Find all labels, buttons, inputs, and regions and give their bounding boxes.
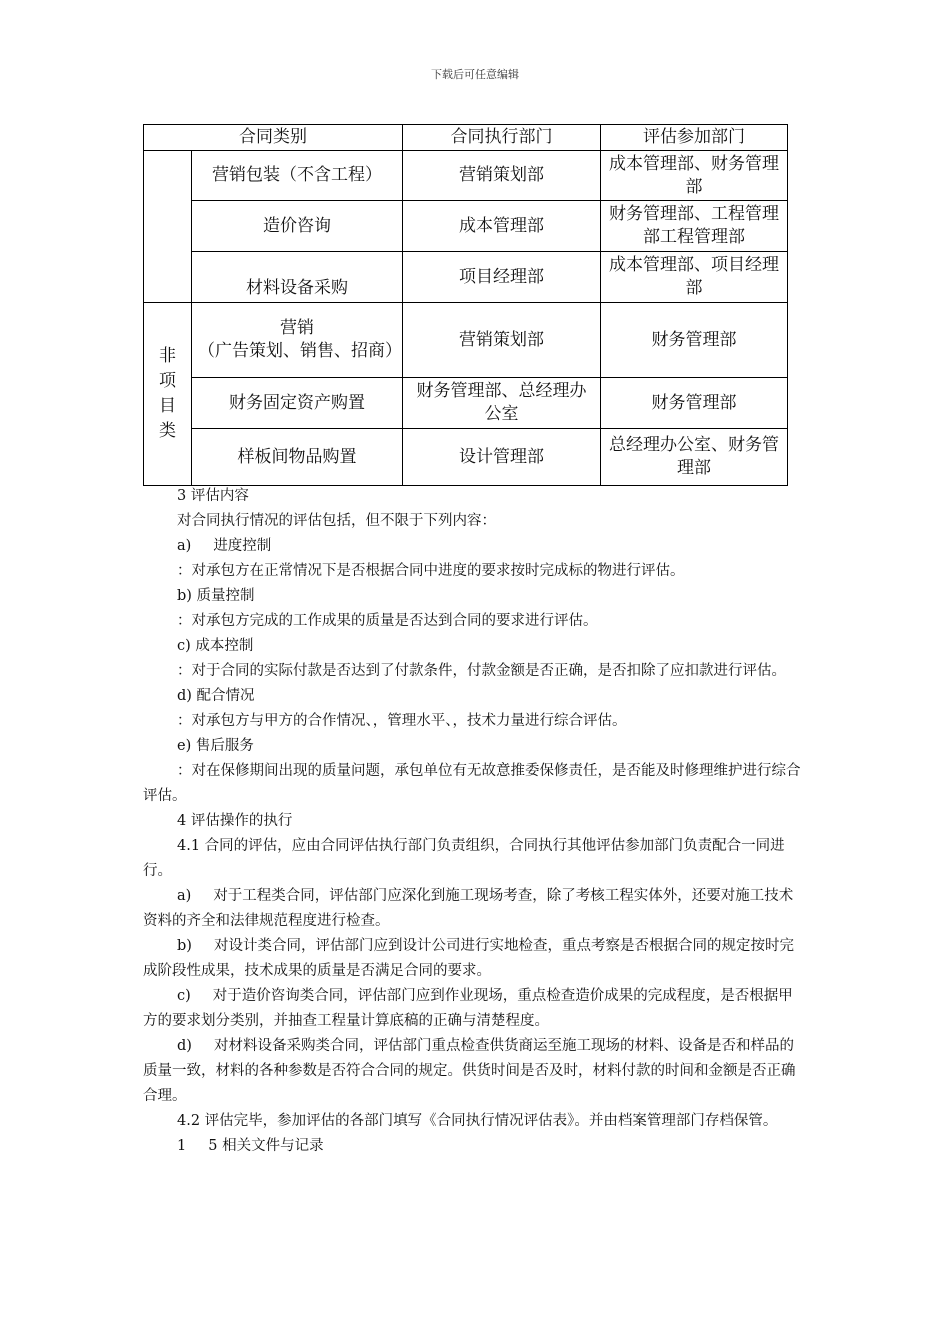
item-a-title: 进度控制 <box>213 538 272 554</box>
table-row <box>144 151 788 201</box>
contract-type-cell: 营销包装（不含工程） <box>192 151 403 201</box>
category-char: 目 <box>159 396 176 416</box>
page-header-note: 下载后可任意编辑 <box>431 68 519 81</box>
paragraph-4-a-text: 对于工程类合同，评估部门应深化到施工现场考查，除了考核工程实体外，还要对施工技术资料的齐全和法律规范程度进行检查。 <box>143 888 794 929</box>
exec-dept-cell: 营销策划部 <box>403 151 601 201</box>
section-5-number: 1 <box>177 1138 187 1154</box>
section-4-heading: 4 评估操作的执行 <box>177 813 293 829</box>
paragraph-4-b-label: b) <box>177 938 192 954</box>
item-d-heading: d) 配合情况 <box>177 688 255 704</box>
paragraph-4-b-text: 对设计类合同，评估部门应到设计公司进行实地检查，重点考察是否根据合同的规定按时完成阶段性成果，技术成果的质量是否满足合同的要求。 <box>143 938 794 979</box>
item-e-heading: e) 售后服务 <box>177 738 254 754</box>
paragraph-4-c <box>143 984 806 1034</box>
item-d-text: ：对承包方与甲方的合作情况、，管理水平、，技术力量进行综合评估。 <box>177 713 627 729</box>
eval-dept-cell: 成本管理部、项目经理部 <box>601 252 788 303</box>
paragraph-4-1: 4.1 合同的评估，应由合同评估执行部门负责组织，合同执行其他评估参加部门负责配合一同进行。 <box>143 838 785 879</box>
contract-type-cell: 造价咨询 <box>192 201 403 252</box>
paragraph-4-d-text: 对材料设备采购类合同，评估部门重点检查供货商运至施工现场的材料、设备是否和样品的质量一致，材料的各种参数是否符合合同的规定。供货时间是否及时，材料付款的时间和金额是否正确合理。 <box>143 1038 796 1104</box>
item-a-text: ：对承包方在正常情况下是否根据合同中进度的要求按时完成标的物进行评估。 <box>177 563 685 579</box>
paragraph-4-b <box>143 934 806 984</box>
document-body <box>143 484 806 1159</box>
category-char: 类 <box>159 421 176 441</box>
paragraph-4-d-label: d) <box>177 1038 192 1054</box>
contract-type-detail: （广告策划、销售、招商） <box>198 341 402 361</box>
header-contract-type: 合同类别 <box>144 125 403 151</box>
item-c-text: ：对于合同的实际付款是否达到了付款条件，付款金额是否正确，是否扣除了应扣款进行评估。 <box>177 663 786 679</box>
table-row <box>144 429 788 486</box>
paragraph-4-a <box>143 884 806 934</box>
nonproject-category-cell <box>144 303 192 486</box>
exec-dept-cell: 财务管理部、总经理办公室 <box>403 378 601 429</box>
table-row <box>144 303 788 378</box>
contract-type-cell: 材料设备采购 <box>192 252 403 303</box>
eval-dept-cell: 财务管理部 <box>601 303 788 378</box>
exec-dept-cell: 成本管理部 <box>403 201 601 252</box>
contract-type-cell: 样板间物品购置 <box>192 429 403 486</box>
eval-dept-cell: 财务管理部 <box>601 378 788 429</box>
paragraph-4-2: 4.2 评估完毕，参加评估的各部门填写《合同执行情况评估表》。并由档案管理部门存档保管。 <box>177 1113 778 1129</box>
header-exec-dept: 合同执行部门 <box>403 125 601 151</box>
table-header-row <box>144 125 788 151</box>
category-char: 非 <box>159 346 176 366</box>
table-row <box>144 252 788 303</box>
table-row <box>144 201 788 252</box>
header-eval-dept: 评估参加部门 <box>601 125 788 151</box>
contract-type-title: 营销 <box>280 318 314 338</box>
paragraph-4-d <box>143 1034 806 1109</box>
item-b-text: ：对承包方完成的工作成果的质量是否达到合同的要求进行评估。 <box>177 613 598 629</box>
exec-dept-cell: 设计管理部 <box>403 429 601 486</box>
paragraph-4-a-label: a) <box>177 888 192 904</box>
table-row <box>144 378 788 429</box>
item-c-heading: c) 成本控制 <box>177 638 254 654</box>
section-3-heading: 3 评估内容 <box>177 488 249 504</box>
eval-dept-cell: 成本管理部、财务管理部 <box>601 151 788 201</box>
section-5-title: 5 相关文件与记录 <box>208 1138 324 1154</box>
paragraph-4-c-text: 对于造价咨询类合同，评估部门应到作业现场，重点检查造价成果的完成程度，是否根据甲方的要求划分类别，并抽查工程量计算底稿的正确与清楚程度。 <box>143 988 793 1029</box>
section-5-heading <box>143 1134 806 1159</box>
exec-dept-cell: 营销策划部 <box>403 303 601 378</box>
eval-dept-cell: 总经理办公室、财务管理部 <box>601 429 788 486</box>
exec-dept-cell: 项目经理部 <box>403 252 601 303</box>
category-char: 项 <box>159 371 176 391</box>
eval-dept-cell: 财务管理部、工程管理部工程管理部 <box>601 201 788 252</box>
section-3-intro: 对合同执行情况的评估包括，但不限于下列内容： <box>177 513 496 529</box>
contract-table <box>143 124 788 486</box>
item-e-text: ：对在保修期间出现的质量问题，承包单位有无故意推委保修责任，是否能及时修理维护进行综合评估。 <box>143 763 801 804</box>
item-b-heading: b) 质量控制 <box>177 588 255 604</box>
project-category-cell <box>144 151 192 303</box>
paragraph-4-c-label: c) <box>177 988 191 1004</box>
item-a-label: a) <box>177 538 192 554</box>
item-a-heading <box>143 534 806 559</box>
contract-type-cell: 财务固定资产购置 <box>192 378 403 429</box>
contract-type-cell <box>192 303 403 378</box>
